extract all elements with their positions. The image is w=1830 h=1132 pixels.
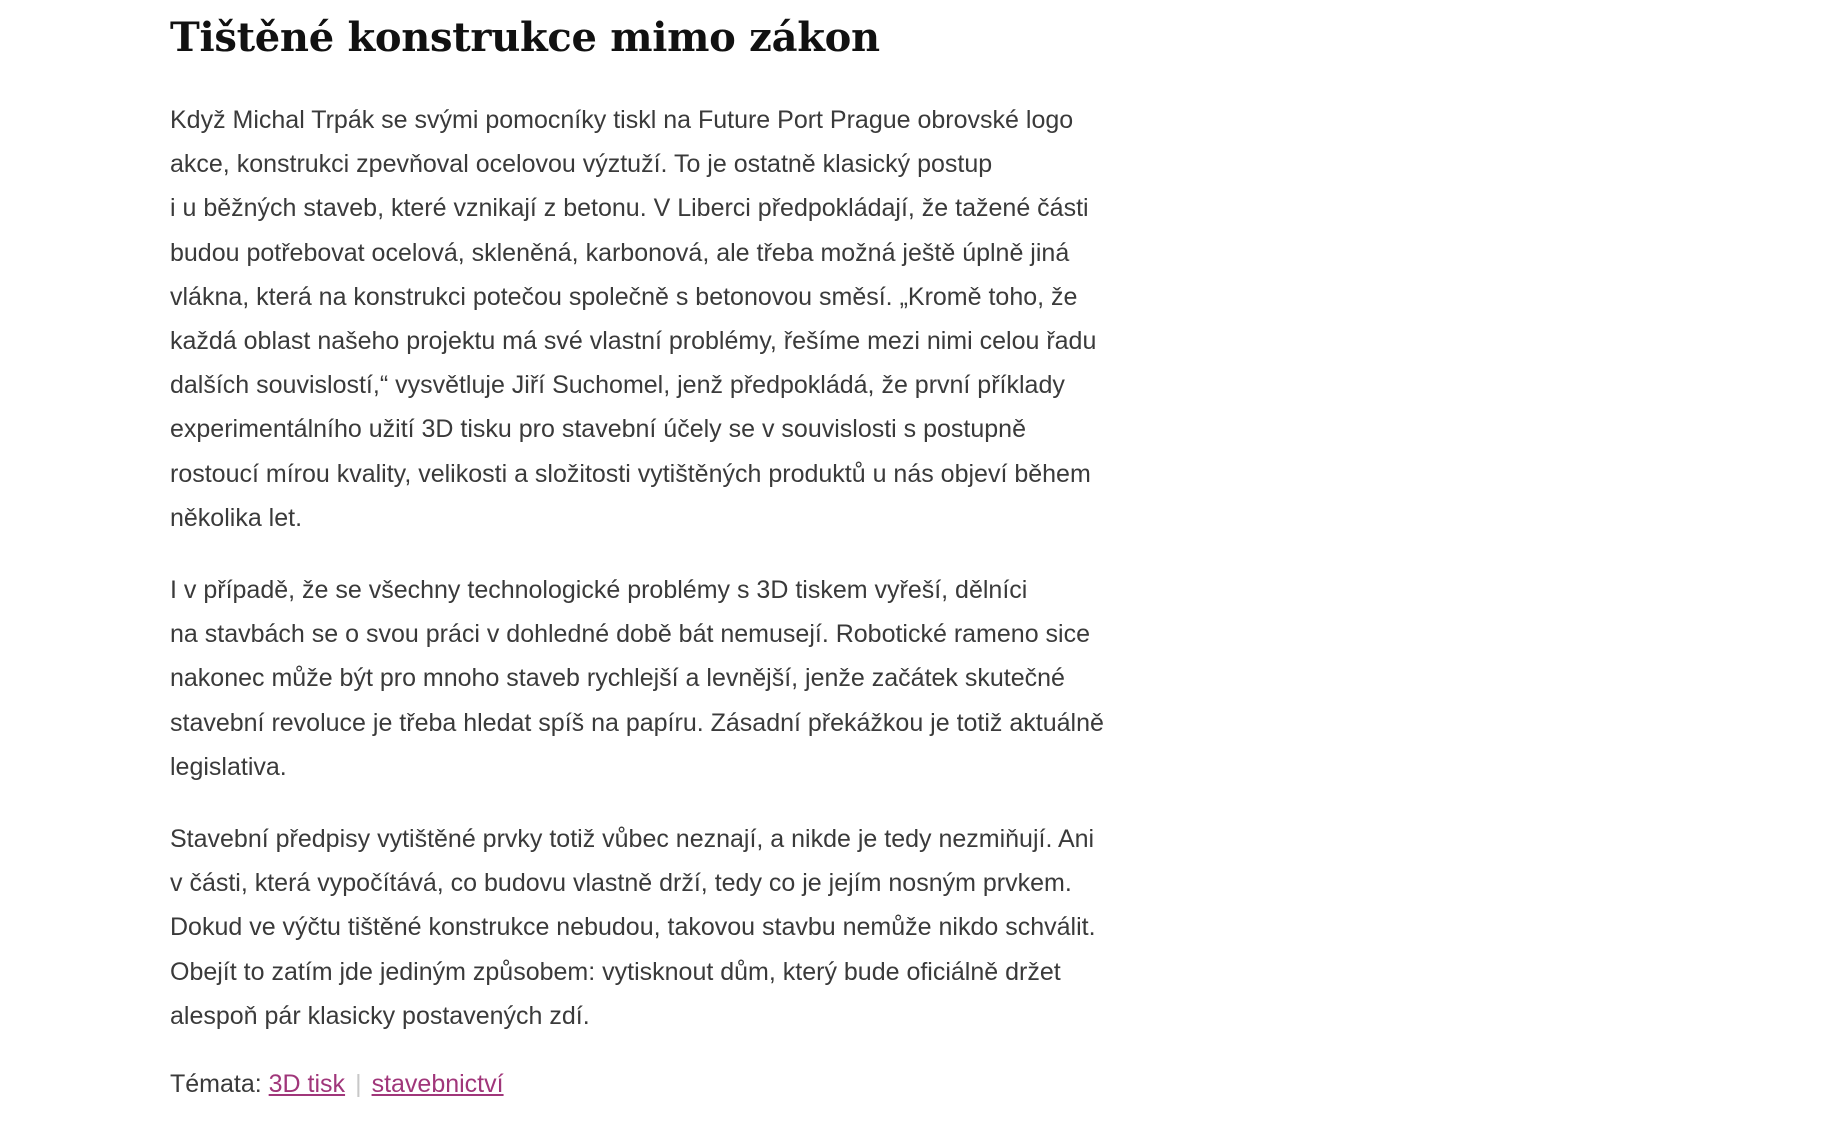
paragraph-line: budou potřebovat ocelová, skleněná, karbonová, ale třeba možná ještě úplně jiná: [170, 238, 1070, 267]
paragraph-2: [170, 568, 1230, 789]
paragraph-line: dalších souvislostí,“ vysvětluje Jiří Suchomel, jenž předpokládá, že první příklady: [170, 371, 1065, 400]
paragraph-1: [170, 98, 1230, 540]
topic-link-3d-tisk[interactable]: 3D tisk: [268, 1070, 346, 1099]
paragraph-line: na stavbách se o svou práci v dohledné době bát nemusejí. Robotické rameno sice: [170, 620, 1090, 649]
paragraph-line: Obejít to zatím jde jediným způsobem: vytisknout dům, který bude oficiálně držet: [170, 957, 1061, 986]
paragraph-3: [170, 817, 1230, 1038]
paragraph-line: alespoň pár klasicky postavených zdí.: [170, 1001, 590, 1030]
paragraph-line: Stavební předpisy vytištěné prvky totiž vůbec neznají, a nikde je tedy nezmiňují. Ani: [170, 825, 1095, 854]
paragraph-line: několika let.: [170, 503, 303, 532]
paragraph-line: i u běžných staveb, které vznikají z betonu. V Liberci předpokládají, že tažené části: [170, 194, 1089, 223]
paragraph-line: akce, konstrukci zpevňoval ocelovou výztuží. To je ostatně klasický postup: [170, 150, 993, 179]
paragraph-line: experimentálního užití 3D tisku pro stavební účely se v souvislosti s postupně: [170, 415, 1026, 444]
paragraph-line: Dokud ve výčtu tištěné konstrukce nebudou, takovou stavbu nemůže nikdo schválit.: [170, 913, 1096, 942]
topics-label: Témata:: [170, 1070, 262, 1099]
paragraph-line: legislativa.: [170, 752, 287, 781]
paragraph-line: I v případě, že se všechny technologické problémy s 3D tiskem vyřeší, dělníci: [170, 576, 1028, 605]
section-heading: Tištěné konstrukce mimo zákon: [170, 14, 880, 61]
article: [170, 0, 1230, 1106]
paragraph-line: Když Michal Trpák se svými pomocníky tiskl na Future Port Prague obrovské logo: [170, 106, 1074, 134]
topic-separator: |: [355, 1070, 362, 1099]
paragraph-line: v části, která vypočítává, co budovu vlastně drží, tedy co je jejím nosným prvkem.: [170, 869, 1072, 898]
paragraph-line: rostoucí mírou kvality, velikosti a složitosti vytištěných produktů u nás objeví během: [170, 459, 1091, 488]
paragraph-line: stavební revoluce je třeba hledat spíš na papíru. Zásadní překážkou je totiž aktuálně: [170, 708, 1104, 737]
paragraph-line: každá oblast našeho projektu má své vlastní problémy, řešíme mezi nimi celou řadu: [170, 327, 1097, 356]
topic-link-stavebnictvi[interactable]: stavebnictví: [371, 1070, 504, 1099]
paragraph-line: vlákna, která na konstrukci potečou společně s betonovou směsí. „Kromě toho, že: [170, 282, 1078, 311]
paragraph-line: nakonec může být pro mnoho staveb rychlejší a levnější, jenže začátek skutečné: [170, 664, 1065, 693]
topics-bar: [170, 1062, 1230, 1106]
